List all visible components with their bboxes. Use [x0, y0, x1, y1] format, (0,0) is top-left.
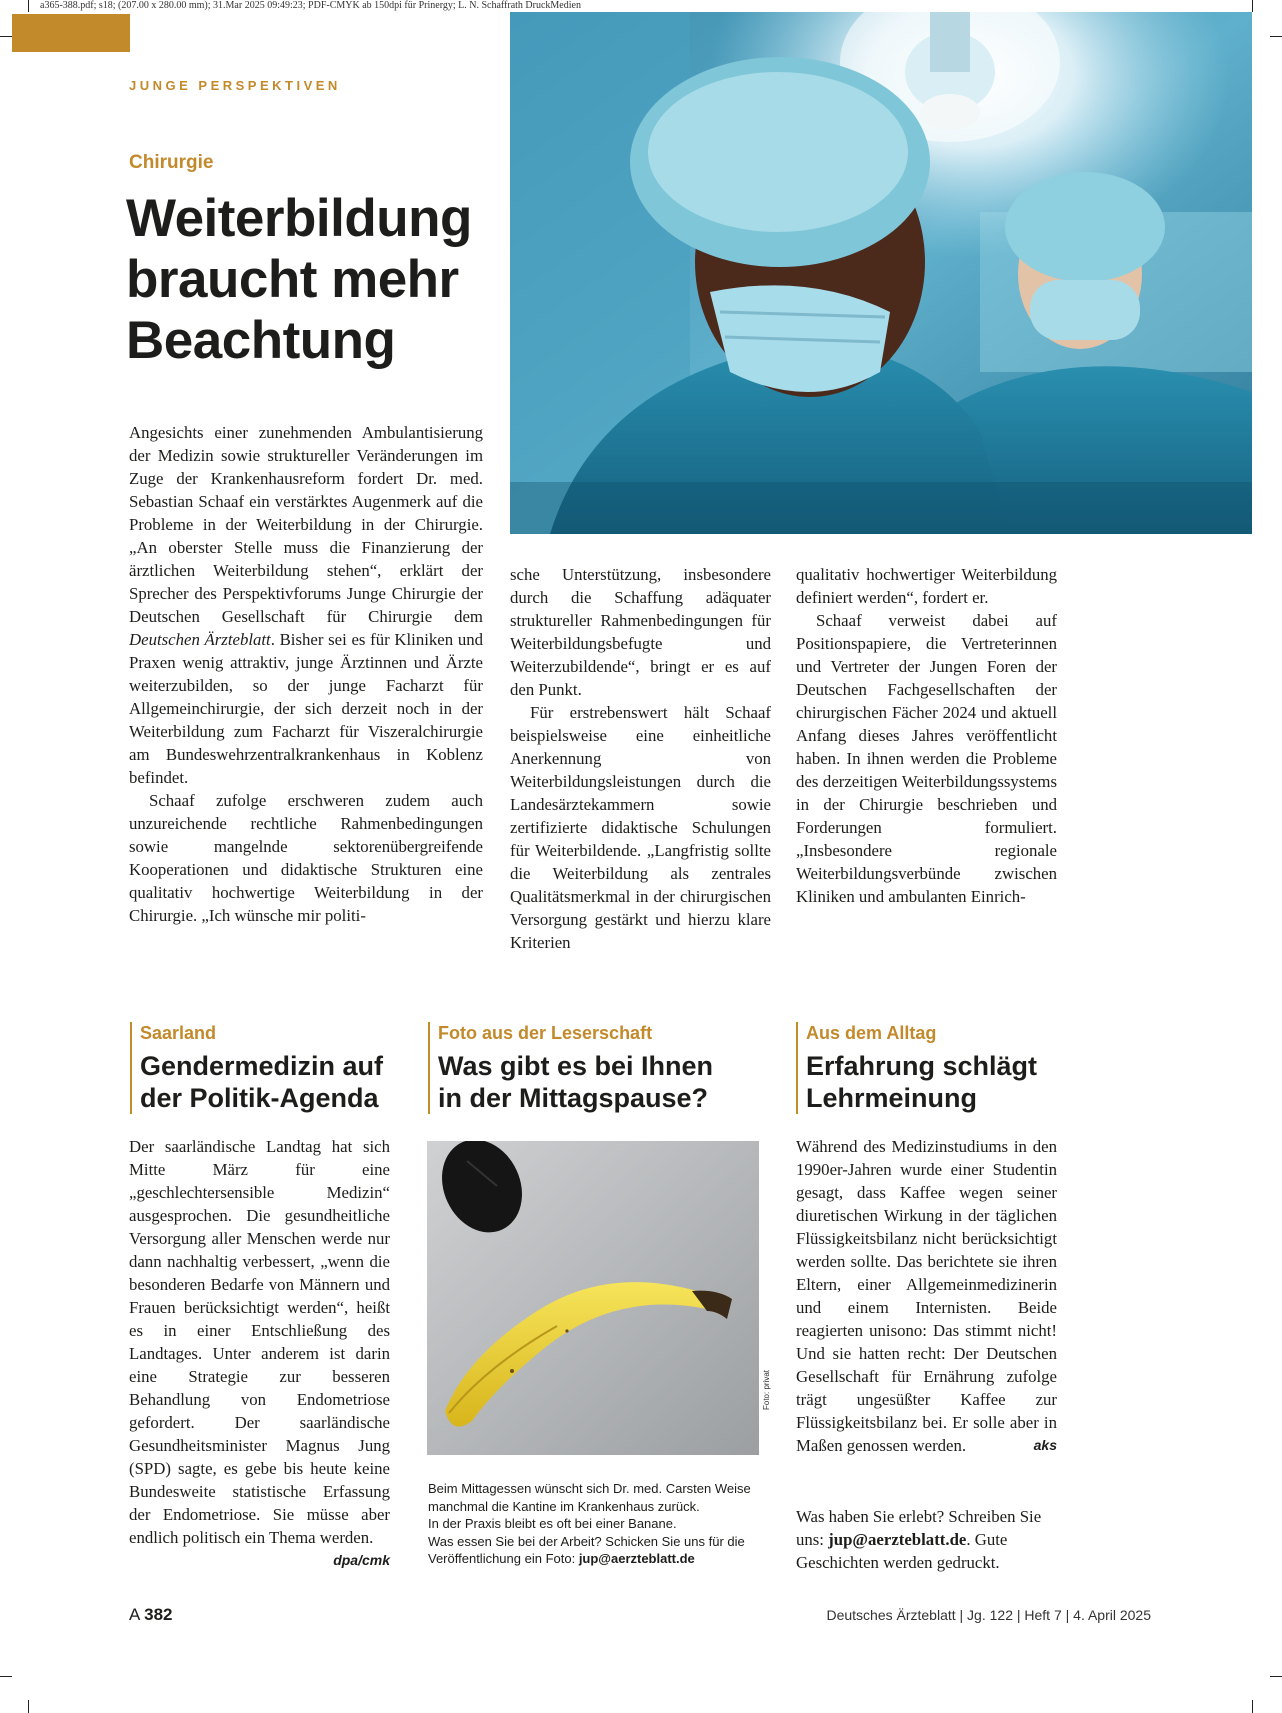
section-color-tab — [12, 14, 130, 52]
caption-line: Was essen Sie bei der Arbeit? Schicken Sie uns für die — [428, 1533, 745, 1549]
folio-prefix: A — [129, 1605, 140, 1624]
news-header-reader-photo — [428, 1022, 748, 1114]
article-paragraph — [129, 421, 483, 789]
news-kicker: Aus dem Alltag — [806, 1023, 937, 1043]
news-title-line: in der Mittagspause? — [438, 1083, 709, 1113]
article-text: . Bisher sei es für Kliniken und Praxen wenig attraktiv, junge Ärztinnen und Ärzte weiterzubilden, so der junge Facharzt für Allgemeinchirurgie, der sich derzeit noch in der Weiterbildung zum Facharzt für Viszeralchirurgie am Bundeswehrzentralkrankenhaus in Koblenz befindet. — [129, 630, 483, 787]
headline-line: Weiterbildung — [126, 189, 472, 248]
page-number: 382 — [144, 1605, 173, 1624]
article-paragraph: sche Unterstützung, insbesondere durch die Schaffung adäquater struktureller Rahmenbedingungen für Weiterbildungsbefugte und Weiterzubildende“, bringt er es auf den Punkt. — [510, 565, 771, 699]
caption-line: manchmal die Kantine im Krankenhaus zurück. — [428, 1498, 700, 1514]
photo-caption — [428, 1480, 768, 1568]
caption-line: Beim Mittagessen wünscht sich Dr. med. Carsten Weise — [428, 1481, 751, 1496]
crop-mark — [1252, 1700, 1253, 1713]
news-title-line: der Politik-Agenda — [140, 1083, 379, 1113]
news-header-saarland — [130, 1022, 420, 1114]
article-headline — [126, 188, 496, 371]
news-title-line: Erfahrung schlägt — [806, 1051, 1038, 1081]
article-column-3 — [796, 563, 1057, 908]
news-title-line: Was gibt es bei Ihnen — [438, 1051, 714, 1081]
news-title — [438, 1050, 748, 1114]
crop-mark — [1252, 0, 1253, 12]
crop-mark — [28, 0, 29, 12]
email-link[interactable]: jup@aerzteblatt.de — [578, 1551, 695, 1566]
cta-text: Was haben Sie erlebt? Schreiben Sie uns: — [796, 1507, 1042, 1549]
author-signature: dpa/cmk — [333, 1552, 390, 1568]
news-text-alltag — [796, 1135, 1057, 1457]
crop-mark — [0, 36, 12, 37]
article-paragraph: Für erstrebenswert hält Schaaf beispielsweise eine einheitliche Anerkennung von Weiterbildungsleistungen durch die Landesärztekammern sowie zertifizierte didaktische Schulungen für Weiterbildende. „Langfristig sollte die Weiterbildung als zentrales Qualitätsmerkmal in der chirurgischen Versorgung gestärkt und hierzu klare Kriterien — [510, 703, 771, 952]
news-text-saarland — [129, 1135, 390, 1572]
cta-text: . Gute Geschichten werden gedruckt. — [796, 1530, 1008, 1572]
crop-mark — [1270, 1676, 1282, 1677]
email-link[interactable]: jup@aerzteblatt.de — [828, 1530, 967, 1549]
news-text: Der saarländische Landtag hat sich Mitte März für eine „geschlechtersensible Medizin“ ausgesprochen. Die gesundheitliche Versorgung aller Menschen werde nur dann nachhaltig verbessert, „wenn die besonderen Bedarfe von Männern und Frauen berücksichtigt werden“, heißt es in einer Entschließung des Landtages. Unter anderem ist darin eine Strategie zur besseren Behandlung von Endometriose gefordert. Der saarländische Gesundheitsminister Magnus Jung (SPD) sagte, es gebe bis heute keine Bundesweite statistische Erfassung der Endometriose. Sie müsse aber endlich politisch ein Thema werden. — [129, 1137, 390, 1547]
news-kicker: Saarland — [140, 1023, 217, 1043]
article-column-2 — [510, 563, 771, 954]
news-title — [140, 1050, 420, 1114]
news-title-line: Lehrmeinung — [806, 1083, 978, 1113]
news-title-line: Gendermedizin auf — [140, 1051, 384, 1081]
news-text: Während des Medizinstudiums in den 1990er-Jahren wurde einer Studentin gesagt, dass Kaffee wegen seiner diuretischen Wirkung in der täglichen Flüssigkeitsbilanz nicht berücksichtigt werden sollte. Das berichtete sie ihren Eltern, einer Allgemeinmedizinerin und einem Internisten. Beide reagierten unisono: Das stimmt nicht! Und sie hatten recht: Der Deutschen Gesellschaft für Ernährung zufolge trägt ungesüßter Kaffee zur Flüssigkeitsbilanz bei. Er solle aber in Maßen genossen werden. — [796, 1137, 1057, 1455]
publication-name: Deutschen Ärzteblatt — [129, 630, 271, 649]
surgeons-photo — [510, 12, 1252, 534]
author-signature: aks — [1033, 1437, 1057, 1453]
article-paragraph: Schaaf verweist dabei auf Positionspapiere, die Vertreterinnen und Vertreter der Jungen Foren der Deutschen Fachgesellschaften der chirurgischen Fächer 2024 und aktuell Anfang dieses Jahres veröffentlicht haben. In ihnen werden die Probleme des derzeitigen Weiterbildungssystems in der Chirurgie beschrieben und Forderungen formuliert. „Insbesondere regionale Weiterbildungsverbünde zwischen Kliniken und ambulanten Einrich- — [796, 611, 1057, 906]
caption-line: Veröffentlichung ein Foto: — [428, 1551, 579, 1566]
headline-line: braucht mehr — [126, 250, 459, 309]
news-header-alltag — [796, 1022, 1086, 1114]
section-kicker: JUNGE PERSPEKTIVEN — [129, 78, 341, 93]
print-info: a365-388.pdf; s18; (207.00 x 280.00 mm); 31.Mar 2025 09:49:23; PDF-CMYK ab 150dpi für Prinergy; L. N. Schaffrath DruckMedien — [40, 0, 581, 11]
page-folio — [129, 1605, 173, 1625]
headline-line: Beachtung — [126, 311, 396, 370]
photo-credit: Foto: privat — [762, 1369, 771, 1410]
news-title — [806, 1050, 1086, 1114]
article-column-1 — [129, 421, 483, 927]
article-category: Chirurgie — [129, 152, 214, 173]
crop-mark — [1270, 36, 1282, 37]
caption-line: In der Praxis bleibt es oft bei einer Banane. — [428, 1516, 677, 1531]
reader-call-to-action — [796, 1505, 1057, 1574]
banana-photo — [427, 1141, 759, 1455]
journal-info: Deutsches Ärzteblatt | Jg. 122 | Heft 7 | 4. April 2025 — [826, 1607, 1151, 1623]
article-text: Angesichts einer zunehmenden Ambulantisierung der Medizin sowie struktureller Veränderungen im Zuge der Krankenhausreform fordert Dr. med. Sebastian Schaaf ein verstärktes Augenmerk auf die Probleme in der Weiterbildung in der Chirurgie. „An oberster Stelle muss die Finanzierung der ärztlichen Weiterbildung stehen“, erklärt der Sprecher des Perspektivforums Junge Chirurgie der Deutschen Gesellschaft für Chirurgie dem — [129, 423, 483, 626]
crop-mark — [0, 1676, 12, 1677]
article-paragraph: Schaaf zufolge erschweren zudem auch unzureichende rechtliche Rahmenbedingungen sowie mangelnde sektorenübergreifende Kooperationen und didaktische Strukturen eine qualitativ hochwertige Weiterbildung in der Chirurgie. „Ich wünsche mir politi- — [129, 791, 483, 925]
news-kicker: Foto aus der Leserschaft — [438, 1023, 653, 1043]
crop-mark — [28, 1700, 29, 1713]
article-paragraph: qualitativ hochwertiger Weiterbildung definiert werden“, fordert er. — [796, 565, 1057, 607]
